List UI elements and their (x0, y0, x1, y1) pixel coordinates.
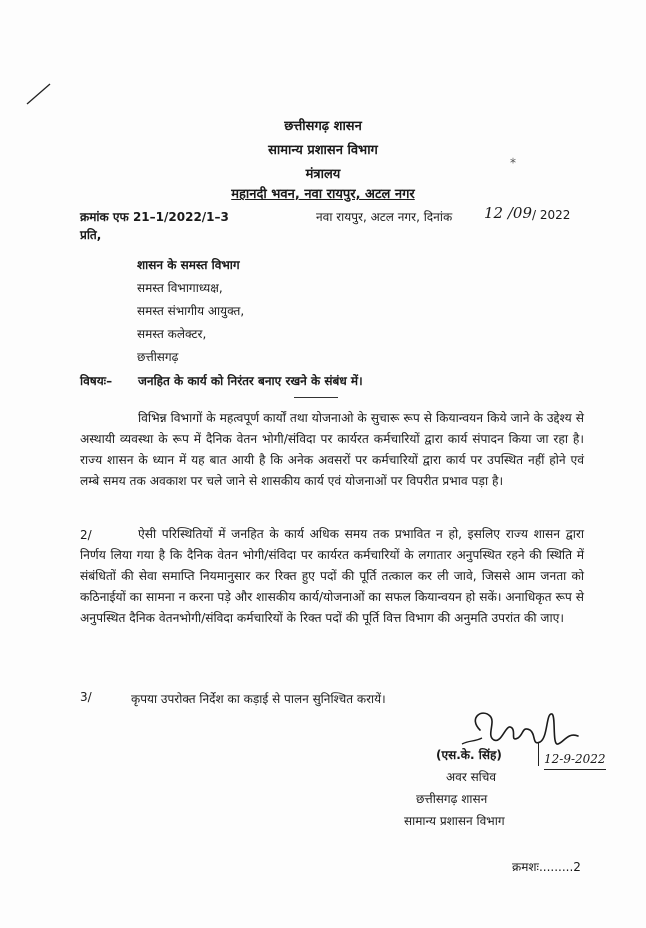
continued-marker: क्रमशः.........2 (512, 860, 581, 874)
subject-text: जनहित के कार्य को निरंतर बनाए रखने के संबंध में। (138, 374, 363, 388)
margin-mark: ⁎ (510, 152, 516, 166)
paragraph-1: विभिन्न विभागों के महत्वपूर्ण कार्यों तथा योजनाओ के सुचारू रूप से कियान्वयन किये जाने के उद्देश्य से अस्थायी व्यवस्था के रूप में दैनिक वेतन भोगी/संविदा पर कार्यरत कर्मचारियों द्वारा कार्य संपादन किया जा रहा है। राज्य शासन के ध्यान में यह बात आयी है कि अनेक अवसरों पर कर्मचारियों द्वारा कार्य पर उपस्थित नहीं होने एवं लम्बे समय तक अवकाश पर चले जाने से शासकीय कार्य एवं योजनाओं पर विपरीत प्रभाव पड़ा है। (80, 411, 584, 488)
signatory-org-2: सामान्य प्रशासन विभाग (404, 814, 505, 828)
signature-date: 12-9-2022 (544, 752, 606, 766)
date-separator (538, 742, 540, 766)
recipient-3: समस्त संभागीय आयुक्त, (137, 304, 245, 318)
to-label: प्रति, (80, 228, 102, 242)
signature-date-underline (544, 769, 606, 770)
subject-label: विषयः– (80, 374, 113, 388)
recipient-4: समस्त कलेक्टर, (137, 327, 207, 341)
recipient-1: शासन के समस्त विभाग (137, 258, 240, 272)
pen-mark (24, 80, 54, 110)
subject-divider (294, 397, 338, 398)
date-year: / 2022 (532, 208, 571, 222)
header-government: छत्तीसगढ़ शासन (284, 119, 362, 134)
paragraph-2: ऐसी परिस्थितियों में जनहित के कार्य अधिक समय तक प्रभावित न हो, इसलिए राज्य शासन द्वारा निर्णय लिया गया है कि दैनिक वेतन भोगी/संविदा पर कार्यरत कर्मचारियों के लगातार अनुपस्थित रहने की स्थिति में संबंधितों की सेवा समाप्ति नियमानुसार कर रिक्त हुए पदों की पूर्ति तत्काल कर ली जावे, जिससे आम जनता को कठिनाईयों का सामना न करना पड़े और शासकीय कार्य/योजनाओं का सफल कियान्वयन हो सकें। अनाधिकृत रूप से अनुपस्थित दैनिक वेतनभोगी/संविदा कर्मचारियों के रिक्त पदों की पूर्ति वित्त विभाग की अनुमति उपरांत की जाए। (80, 527, 584, 625)
handwritten-date: 12 /09 (484, 204, 532, 222)
header-address: महानदी भवन, नवा रायपुर, अटल नगर (231, 187, 415, 202)
signatory-name: (एस.के. सिंह) (436, 748, 502, 762)
signatory-designation: अवर सचिव (446, 770, 497, 784)
header-department: सामान्य प्रशासन विभाग (268, 143, 378, 158)
signatory-org-1: छत्तीसगढ़ शासन (416, 792, 488, 806)
paragraph-3: कृपया उपरोक्त निर्देश का कड़ाई से पालन सुनिश्चित करायें। (131, 692, 386, 706)
header-secretariat: मंत्रालय (305, 167, 341, 182)
paragraph-2-number: 2/ (80, 528, 92, 542)
reference-number: क्रमांक एफ 21–1/2022/1–3 (80, 210, 229, 224)
recipient-2: समस्त विभागाध्यक्ष, (137, 281, 223, 295)
paragraph-3-number: 3/ (80, 690, 92, 704)
place-date-prefix: नवा रायपुर, अटल नगर, दिनांक (316, 210, 453, 224)
recipient-5: छत्तीसगढ़ (137, 350, 179, 364)
